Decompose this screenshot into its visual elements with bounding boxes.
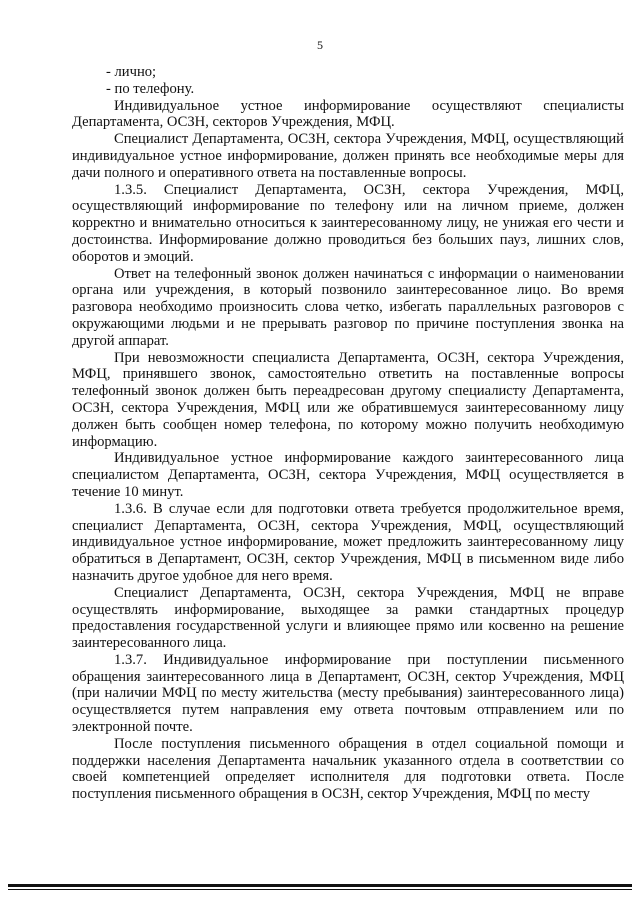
footer-rule-thick <box>8 884 632 887</box>
paragraph-written-request: После поступления письменного обращения в отдел социальной помощи и поддержки населения Департамента начальник указанного отдела в соответствии со своей компетенцией определяет исполнителя для подготовки ответа. После поступления письменного обращения в ОСЗН, сектор Учреждения, МФЦ по месту <box>72 735 624 803</box>
paragraph-specialist-restrictions: Специалист Департамента, ОСЗН, сектора Учреждения, МФЦ не вправе осуществлять информирование, выходящее за рамки стандартных процедур предоставления государственной услуги и влияющее прямо или косвенно на решение заинтересованного лица. <box>72 584 624 652</box>
paragraph-specialist-measures: Специалист Департамента, ОСЗН, сектора Учреждения, МФЦ, осуществляющий индивидуальное устное информирование, должен принять все необходимые меры для дачи полного и оперативного ответа на поставленные вопросы. <box>72 131 624 181</box>
paragraph-individual-informing: Индивидуальное устное информирование осуществляют специалисты Департамента, ОСЗН, секторов Учреждения, МФЦ. <box>72 97 624 131</box>
footer-rule-thin <box>8 889 632 890</box>
page-number: 5 <box>317 38 323 52</box>
paragraph-call-redirect: При невозможности специалиста Департамента, ОСЗН, сектора Учреждения, МФЦ, принявшего звонок, самостоятельно ответить на поставленные вопросы телефонный звонок должен быть переадресован другому специалисту Департамента, ОСЗН, сектора Учреждения, МФЦ или же обратившемуся заинтересованному лицу должен быть сообщен номер телефона, по которому можно получить необходимую информацию. <box>72 349 624 450</box>
list-item-in-person: - лично; <box>106 64 157 80</box>
document-body <box>72 64 624 803</box>
list-item-by-phone: - по телефону. <box>106 80 195 97</box>
paragraph-section-1-3-6: 1.3.6. В случае если для подготовки ответа требуется продолжительное время, специалист Департамента, ОСЗН, сектора Учреждения, МФЦ, осуществляющий индивидуальное устное информирование, может предложить заинтересованному лицу обратиться в Департамент, ОСЗН, сектор Учреждения, МФЦ в письменном виде либо назначить другое удобное для него время. <box>72 500 624 584</box>
paragraph-informing-duration: Индивидуальное устное информирование каждого заинтересованного лица специалистом Департамента, ОСЗН, сектора Учреждения, МФЦ осуществляется в течение 10 минут. <box>72 450 624 500</box>
paragraph-section-1-3-5: 1.3.5. Специалист Департамента, ОСЗН, сектора Учреждения, МФЦ, осуществляющий информирование по телефону или на личном приеме, должен корректно и внимательно относиться к заинтересованному лицу, не унижая его чести и достоинства. Информирование должно проводиться без больших пауз, лишних слов, оборотов и эмоций. <box>72 181 624 265</box>
paragraph-section-1-3-7: 1.3.7. Индивидуальное информирование при поступлении письменного обращения заинтересованного лица в Департамент, ОСЗН, сектор Учреждения, МФЦ (при наличии МФЦ по месту жительства (месту пребывания) заинтересованного лица) осуществляется путем направления ему ответа почтовым отправлением или по электронной почте. <box>72 651 624 736</box>
paragraph-phone-answer: Ответ на телефонный звонок должен начинаться с информации о наименовании органа или учреждения, в который позвонило заинтересованное лицо. Во время разговора необходимо произносить слова четко, избегать параллельных разговоров с окружающими людьми и не прерывать разговор по причине поступления звонка на другой аппарат. <box>72 265 624 349</box>
